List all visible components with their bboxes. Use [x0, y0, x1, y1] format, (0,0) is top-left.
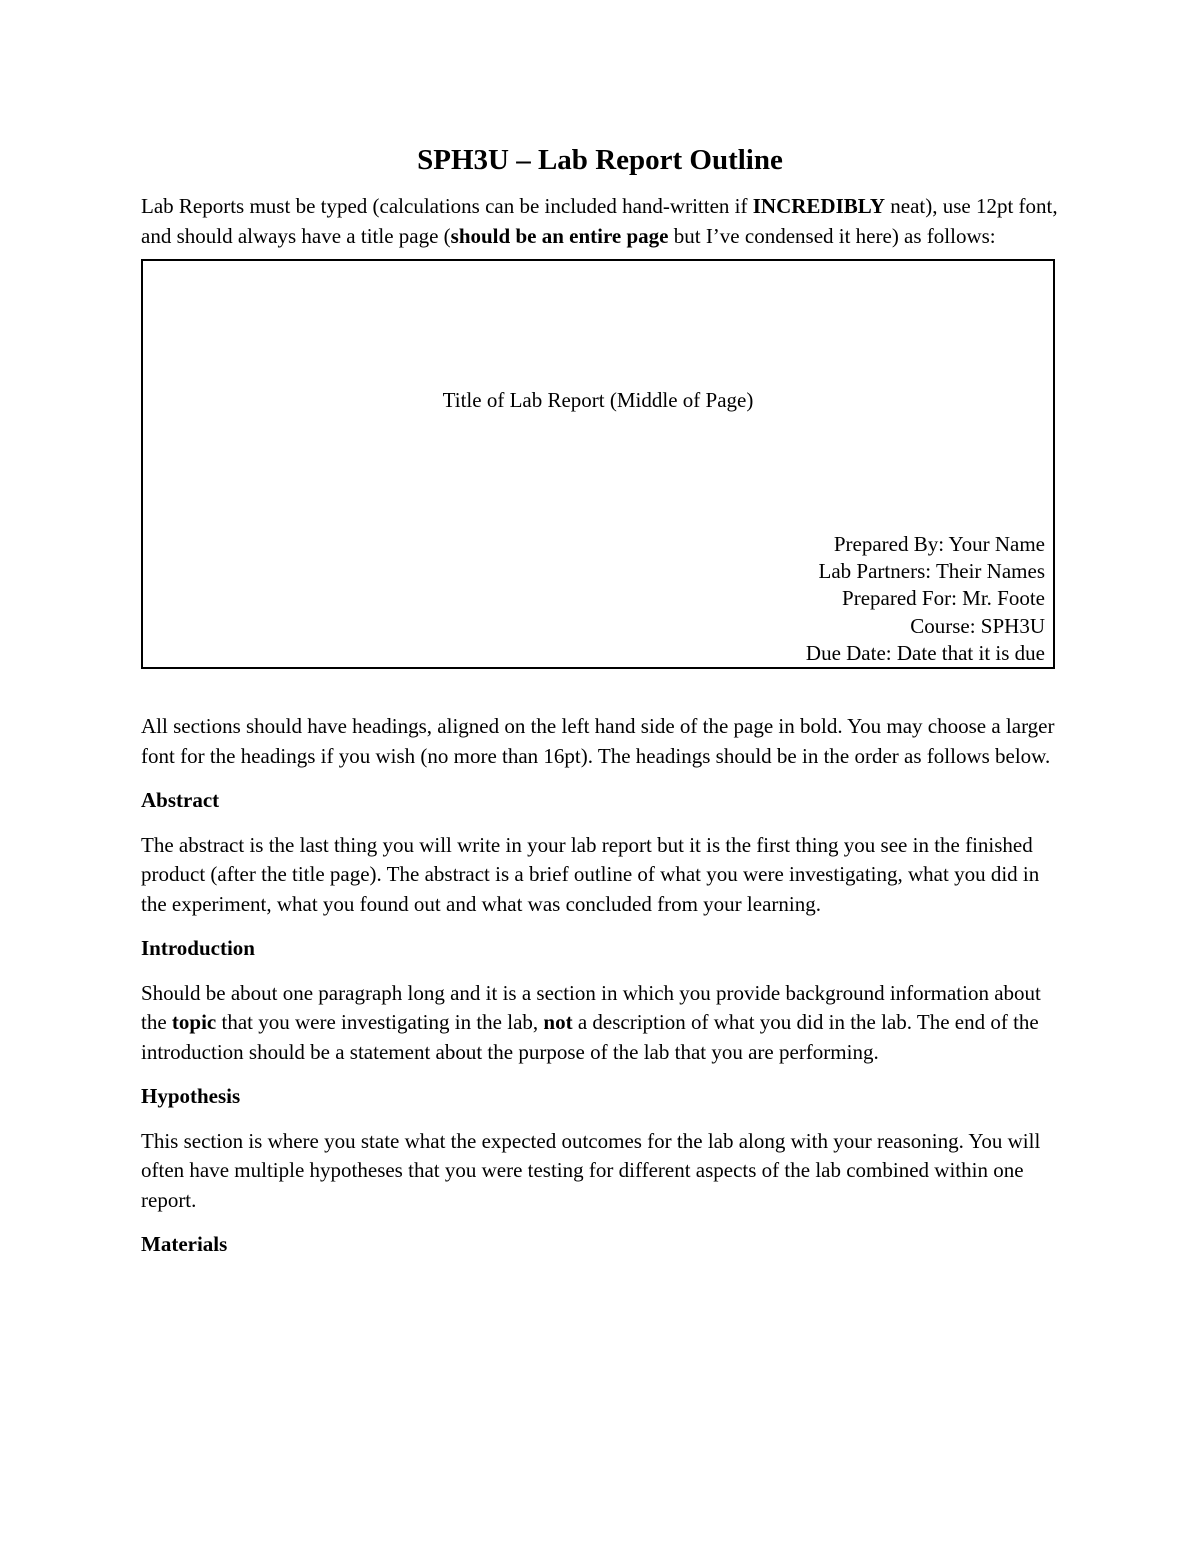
- title-page-title: Title of Lab Report (Middle of Page): [442, 388, 754, 412]
- introduction-text-2: that you were investigating in the lab,: [216, 1010, 544, 1034]
- title-page-example-box: [141, 259, 1055, 669]
- intro-text-1: Lab Reports must be typed (calculations can be included hand-written if: [141, 194, 753, 218]
- introduction-bold-topic: topic: [171, 1010, 217, 1034]
- headings-note-paragraph: All sections should have headings, aligned on the left hand side of the page in bold. You may choose a larger font for the headings if you wish (no more than 16pt). The headings should be in the order as follows below.: [141, 714, 1055, 768]
- document-title: SPH3U – Lab Report Outline: [417, 144, 783, 176]
- materials-heading: Materials: [141, 1232, 228, 1256]
- course-line: Course: SPH3U: [910, 613, 1045, 638]
- lab-partners-line: Lab Partners: Their Names: [818, 559, 1045, 584]
- introduction-bold-not: not: [543, 1010, 573, 1034]
- due-date-line: Due Date: Date that it is due: [805, 640, 1045, 665]
- document-page: [141, 140, 1059, 1275]
- hypothesis-body: This section is where you state what the expected outcomes for the lab along with your reasoning. You will often have multiple hypotheses that you were testing for different aspects of the lab combined within one report.: [141, 1128, 1041, 1212]
- intro-text-3: but I’ve condensed it here) as follows:: [668, 223, 996, 248]
- introduction-text-3: a description of what you did in the lab. The end of the introduction should be a statement about the purpose of the lab that you are performing.: [141, 1010, 1039, 1064]
- prepared-by-line: Prepared By: Your Name: [833, 531, 1045, 556]
- introduction-heading: Introduction: [141, 936, 255, 960]
- abstract-heading: Abstract: [141, 788, 220, 812]
- prepared-for-line: Prepared For: Mr. Foote: [842, 586, 1045, 611]
- intro-text-2: neat), use 12pt font, and should always have a title page (: [141, 194, 1058, 248]
- intro-bold-incredibly: INCREDIBLY: [752, 194, 885, 218]
- title-page-details: [806, 531, 1045, 667]
- abstract-body: The abstract is the last thing you will write in your lab report but it is the first thing you see in the finished product (after the title page). The abstract is a brief outline of what you were investigating, what you did in the experiment, what you found out and what was concluded from your learning.: [141, 832, 1040, 916]
- introduction-text-1: Should be about one paragraph long and it is a section in which you provide background information about the: [141, 980, 1041, 1034]
- hypothesis-heading: Hypothesis: [141, 1084, 241, 1108]
- intro-paragraph: [141, 192, 1059, 251]
- introduction-body: [141, 979, 1059, 1068]
- intro-bold-entire-page: should be an entire page: [450, 223, 669, 248]
